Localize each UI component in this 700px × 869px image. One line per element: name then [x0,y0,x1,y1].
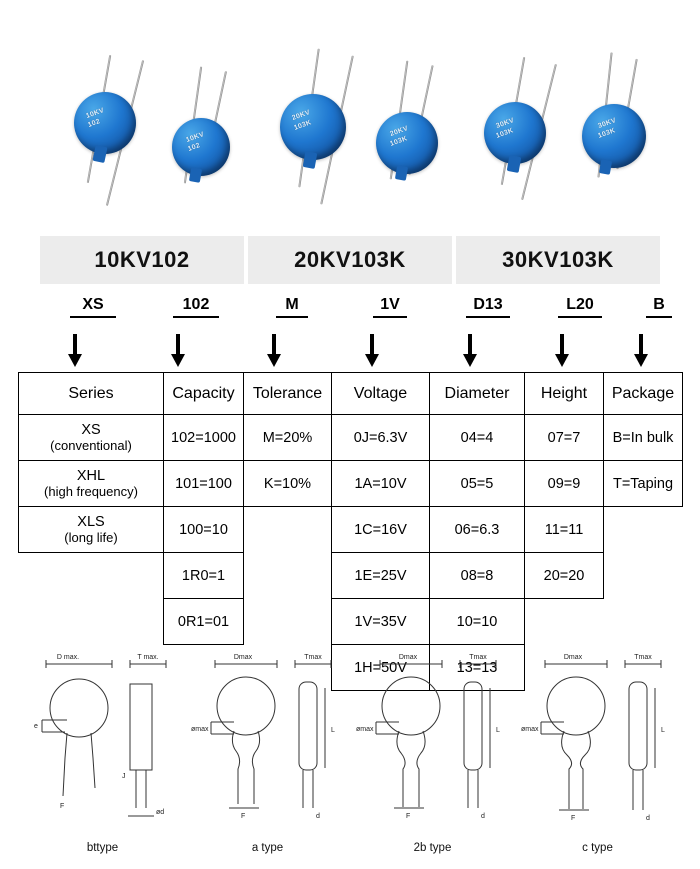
dim-label-l: J [122,773,126,780]
header-package: Package [604,373,683,415]
code-height: L20 [558,296,602,318]
arrow-down-icon [171,334,185,368]
disc-marking: 103K [389,135,409,148]
table-row [19,461,683,507]
series-note: (long life) [64,530,118,545]
disc-neck [507,155,522,173]
code-capacity: 102 [173,296,219,318]
capacitor-disc [74,92,136,154]
table-row [19,553,683,599]
cell-voltage: 1C=16V [332,507,430,553]
dim-label-l: L [331,727,335,734]
disc-marking: 102 [187,142,202,153]
disc-marking: 10KV [85,107,106,121]
disc-marking: 10KV [185,131,206,145]
code-diameter: D13 [466,296,510,318]
cell-diameter: 06=6.3 [430,507,525,553]
outline-type-label: c type [582,842,613,854]
dim-label-f: F [60,803,65,810]
dim-label-f: F [406,813,411,820]
dim-label-d2: d [646,815,650,822]
product-image-20kv103k [248,14,452,236]
cell-series [19,461,164,507]
cell-height: 09=9 [525,461,604,507]
disc-marking: 103K [293,119,313,132]
dim-label-d: Dmax [563,654,583,661]
arrow-down-icon [68,334,82,368]
series-name: XLS [77,514,105,530]
outline-bttype [20,648,185,858]
cell-empty [244,553,332,599]
cell-empty [19,599,164,645]
capacitor-disc [376,112,438,174]
dim-label-f: F [571,815,576,822]
product-image-30kv103k [456,14,660,236]
outline-drawings [20,648,680,858]
disc-marking: 30KV [495,117,516,131]
header-voltage: Voltage [332,373,430,415]
cell-package: B=In bulk [604,415,683,461]
product-caption: 20KV103K [248,236,452,284]
disc-marking: 103K [597,127,617,140]
disc-marking: 20KV [389,125,410,139]
disc-marking: 102 [87,118,102,129]
dim-label-l: L [661,727,665,734]
dim-label-t: Tmax [634,654,652,661]
disc-neck [92,145,107,163]
dim-label-e: ømax [521,726,539,733]
code-series: XS [70,296,116,318]
cell-voltage: 1E=25V [332,553,430,599]
cell-empty [19,553,164,599]
cell-series [19,507,164,553]
disc-marking: 103K [495,127,515,140]
dim-label-e: ømax [356,726,374,733]
cell-tolerance: M=20% [244,415,332,461]
series-note: (high frequency) [44,484,138,499]
dim-label-d2: d [316,813,320,820]
header-height: Height [525,373,604,415]
cell-voltage: 1V=35V [332,599,430,645]
outline-atype [185,648,350,858]
product-card [456,14,660,284]
arrow-down-icon [463,334,477,368]
cell-voltage: 0J=6.3V [332,415,430,461]
disc-neck [395,165,408,181]
disc-neck [189,167,202,183]
outline-ctype [515,648,680,858]
outline-type-label: a type [251,842,284,854]
cell-empty [244,599,332,645]
product-caption: 10KV102 [40,236,244,284]
product-caption: 30KV103K [456,236,660,284]
arrow-down-icon [267,334,281,368]
disc-marking: 20KV [291,109,312,123]
disc-neck [599,159,612,175]
cell-voltage: 1A=10V [332,461,430,507]
dim-label-t: Tmax [469,654,487,661]
table-header-row [19,373,683,415]
dim-label-d2: ød [156,809,165,816]
cell-capacity: 0R1=01 [164,599,244,645]
capacitor-disc [484,102,546,164]
cell-tolerance: K=10% [244,461,332,507]
cell-capacity: 100=10 [164,507,244,553]
capacitor-disc [280,94,346,160]
cell-height: 11=11 [525,507,604,553]
cell-diameter: 13=13 [430,645,525,691]
dim-label-d: Dmax [398,654,418,661]
dim-label-t: T max. [137,654,159,661]
series-note: (conventional) [50,438,132,453]
arrow-down-icon [634,334,648,368]
arrow-down-icon [555,334,569,368]
outline-drawing-svg [185,648,350,838]
header-capacity: Capacity [164,373,244,415]
code-tolerance: M [276,296,308,318]
outline-2btype [350,648,515,858]
outline-type-label: bttype [86,842,119,854]
part-number-code-row [18,296,682,324]
outline-drawing-svg [515,648,680,838]
cell-empty [244,507,332,553]
cell-empty [525,599,604,645]
dim-label-d: D max. [56,654,80,661]
dim-label-e: e [34,723,38,730]
cell-height: 07=7 [525,415,604,461]
dim-label-d: Dmax [233,654,253,661]
cell-diameter: 10=10 [430,599,525,645]
table-row [19,507,683,553]
disc-neck [303,151,318,169]
disc-marking: 30KV [597,117,618,131]
header-diameter: Diameter [430,373,525,415]
product-image-10kv102 [40,14,244,236]
cell-empty [604,553,683,599]
dim-label-f: F [241,813,246,820]
cell-empty [604,507,683,553]
cell-capacity: 101=100 [164,461,244,507]
dim-label-d2: d [481,813,485,820]
cell-empty [604,599,683,645]
product-photo-row [40,14,664,284]
cell-voltage: 1H=50V [332,645,430,691]
dim-label-l: L [496,727,500,734]
dim-label-t: Tmax [304,654,322,661]
arrow-down-icon [365,334,379,368]
cell-height: 20=20 [525,553,604,599]
part-number-spec-table [18,372,683,691]
header-series: Series [19,373,164,415]
header-tolerance: Tolerance [244,373,332,415]
series-name: XHL [76,468,106,484]
cell-capacity: 102=1000 [164,415,244,461]
cell-diameter: 04=4 [430,415,525,461]
cell-diameter: 05=5 [430,461,525,507]
capacitor-disc [172,118,230,176]
outline-type-label: 2b type [413,842,452,854]
series-name: XS [81,422,101,438]
product-card [40,14,244,284]
cell-package: T=Taping [604,461,683,507]
cell-series [19,415,164,461]
outline-drawing-svg [20,648,185,838]
cell-diameter: 08=8 [430,553,525,599]
dim-label-e: ømax [191,726,209,733]
cell-capacity: 1R0=1 [164,553,244,599]
product-card [248,14,452,284]
table-row [19,415,683,461]
code-voltage: 1V [373,296,407,318]
table-row [19,599,683,645]
code-package: B [646,296,672,318]
capacitor-disc [582,104,646,168]
outline-drawing-svg [350,648,515,838]
